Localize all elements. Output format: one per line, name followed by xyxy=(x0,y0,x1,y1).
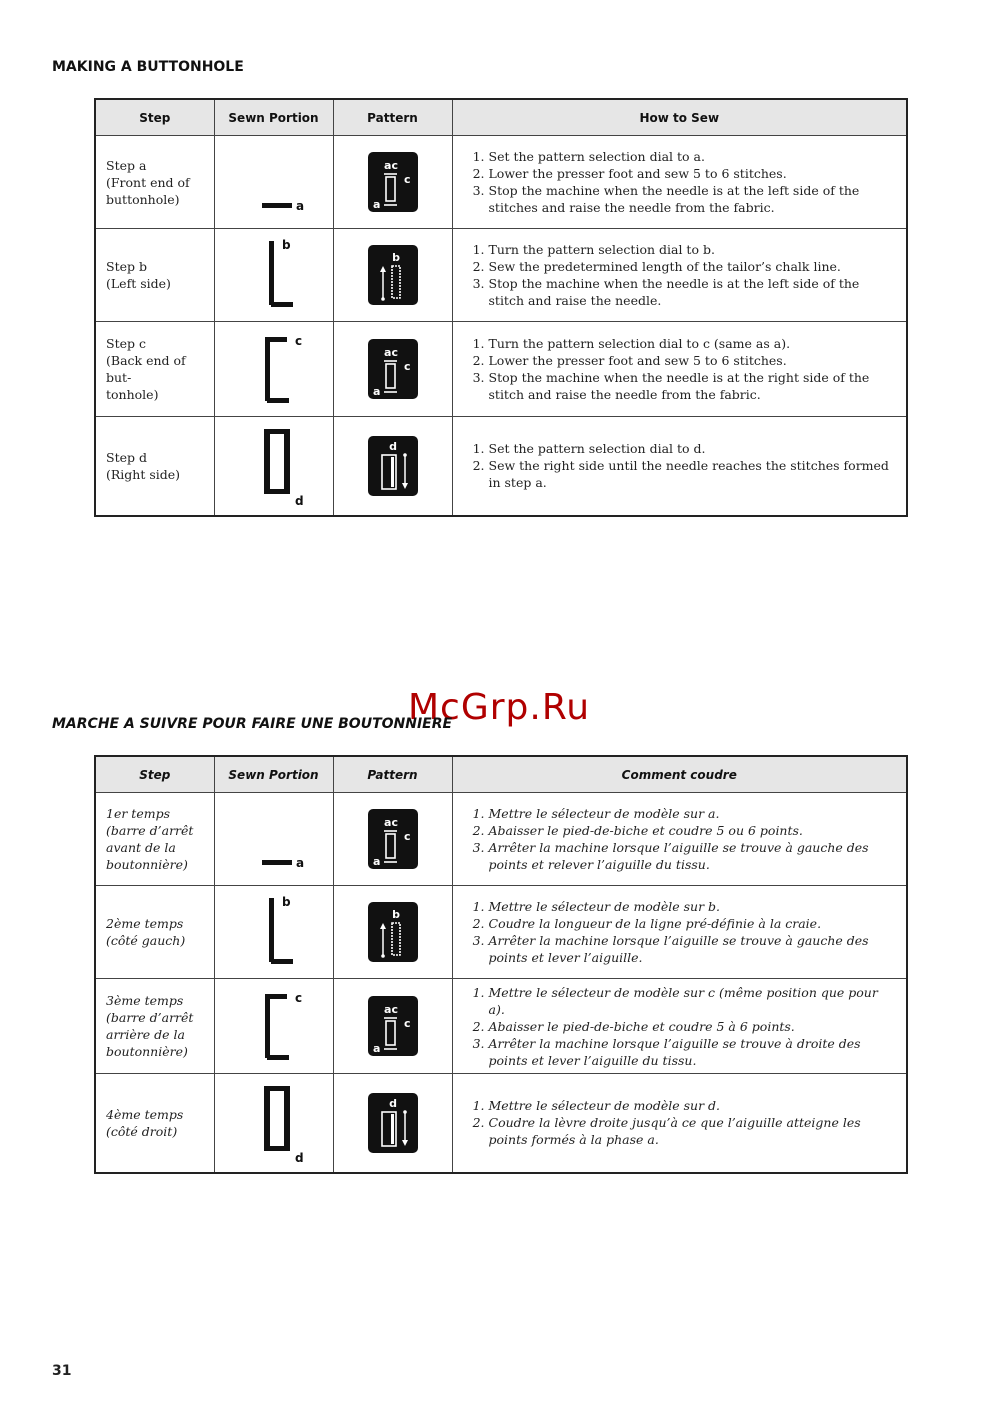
step-text: avant de la xyxy=(106,840,176,855)
list-item: 1. Mettre le sélecteur de modèle sur c (même position que pour a). xyxy=(489,984,897,1018)
pattern-label-top: d xyxy=(388,1096,397,1110)
pattern-cell xyxy=(333,886,452,979)
instructions-list xyxy=(463,898,897,966)
watermark: McGrp.Ru xyxy=(408,687,591,728)
pattern-label-bottom: a xyxy=(372,1042,380,1055)
step-cell xyxy=(95,1074,214,1173)
bartack-back-icon xyxy=(224,986,324,1066)
list-item: 1. Turn the pattern selection dial to b. xyxy=(489,241,897,258)
step-text: (Right side) xyxy=(106,466,181,482)
instructions-list xyxy=(463,241,897,309)
bartack-front-icon xyxy=(224,142,324,222)
step-text: Step b xyxy=(106,259,147,274)
step-cell xyxy=(95,886,214,979)
sewn-portion-cell xyxy=(214,886,333,979)
pattern-label-top: b xyxy=(391,908,400,921)
step-text: (côté gauch) xyxy=(106,933,186,948)
header-how-to-sew: How to Sew xyxy=(452,99,907,136)
header-step: Step xyxy=(95,99,214,136)
sewn-portion-cell xyxy=(214,979,333,1074)
list-item: 1. Mettre le sélecteur de modèle sur a. xyxy=(489,805,897,822)
step-cell xyxy=(95,229,214,322)
step-text: (Left side) xyxy=(106,276,171,291)
table-header-row xyxy=(95,99,907,136)
table-row xyxy=(95,886,907,979)
step-text: (Back end of but- xyxy=(106,353,186,385)
list-item: 1. Mettre le sélecteur de modèle sur d. xyxy=(489,1097,897,1114)
pattern-label-top: ac xyxy=(383,159,398,172)
step-cell xyxy=(95,136,214,229)
right-side-stitch-icon xyxy=(224,1080,324,1166)
instructions-list xyxy=(463,805,897,873)
step-text: Step c xyxy=(106,336,146,351)
step-text: boutonnière) xyxy=(106,857,188,872)
list-item: 3. Arrêter la machine lorsque l’aiguille se trouve à gauche des points et relever l’aiguille du tissu. xyxy=(489,839,897,873)
pattern-ac-icon xyxy=(367,151,419,213)
list-item: 2. Coudre la lèvre droite jusqu’à ce que l’aiguille atteigne les points formés à la phase a. xyxy=(489,1114,897,1148)
how-to-sew-cell xyxy=(452,417,907,516)
table-row xyxy=(95,417,907,516)
list-item: 1. Set the pattern selection dial to a. xyxy=(489,148,897,165)
instructions-list xyxy=(463,335,897,403)
pattern-label-side: c xyxy=(403,830,411,843)
pattern-cell xyxy=(333,979,452,1074)
step-cell xyxy=(95,322,214,417)
sewn-label: a xyxy=(295,199,304,213)
list-item: 2. Sew the right side until the needle reaches the stitches formed in step a. xyxy=(489,457,897,491)
sewn-portion-cell xyxy=(214,322,333,417)
bartack-front-icon xyxy=(224,799,324,879)
bartack-back-icon xyxy=(224,329,324,409)
instructions-list xyxy=(463,1097,897,1148)
step-text: arrière de la xyxy=(106,1027,185,1042)
list-item: 3. Arrêter la machine lorsque l’aiguille se trouve à gauche des points et lever l’aiguille. xyxy=(489,932,897,966)
how-to-sew-cell xyxy=(452,886,907,979)
pattern-label-top: ac xyxy=(383,1003,398,1016)
list-item: 1. Turn the pattern selection dial to c (same as a). xyxy=(489,335,897,352)
right-side-stitch-icon xyxy=(224,423,324,509)
how-to-sew-cell xyxy=(452,322,907,417)
pattern-b-icon xyxy=(367,901,419,963)
pattern-label-bottom: a xyxy=(372,385,380,398)
sewn-label: d xyxy=(294,1150,304,1165)
step-text: 1er temps xyxy=(106,806,170,821)
pattern-label-bottom: a xyxy=(372,198,380,211)
pattern-label-top: d xyxy=(388,439,397,453)
table-row xyxy=(95,1074,907,1173)
list-item: 2. Abaisser le pied-de-biche et coudre 5 à 6 points. xyxy=(489,1018,897,1035)
list-item: 3. Stop the machine when the needle is at the left side of the stitches and raise the needle from the fabric. xyxy=(489,182,897,216)
table-row xyxy=(95,229,907,322)
pattern-label-top: ac xyxy=(383,346,398,359)
pattern-label-bottom: a xyxy=(372,855,380,868)
table-row xyxy=(95,322,907,417)
pattern-ac-icon xyxy=(367,995,419,1057)
header-sewn-portion: Sewn Portion xyxy=(214,756,333,793)
list-item: 1. Set the pattern selection dial to d. xyxy=(489,440,897,457)
section-title-fr: MARCHE A SUIVRE POUR FAIRE UNE BOUTONNIERE xyxy=(52,716,453,732)
table-row xyxy=(95,979,907,1074)
how-to-sew-cell xyxy=(452,979,907,1074)
step-text: buttonhole) xyxy=(106,191,180,207)
buttonhole-table-fr xyxy=(94,755,908,1174)
pattern-label-top: b xyxy=(391,251,400,264)
pattern-cell xyxy=(333,793,452,886)
header-pattern: Pattern xyxy=(333,756,452,793)
list-item: 2. Lower the presser foot and sew 5 to 6 stitches. xyxy=(489,165,897,182)
sewn-label: c xyxy=(294,334,302,348)
step-text: (barre d’arrêt xyxy=(106,1010,194,1025)
sewn-label: b xyxy=(281,895,291,909)
list-item: 1. Mettre le sélecteur de modèle sur b. xyxy=(489,898,897,915)
sewn-portion-cell xyxy=(214,793,333,886)
pattern-cell xyxy=(333,229,452,322)
step-cell xyxy=(95,793,214,886)
pattern-cell xyxy=(333,322,452,417)
pattern-label-side: c xyxy=(403,173,411,186)
pattern-ac-icon xyxy=(367,338,419,400)
sewn-portion-cell xyxy=(214,417,333,516)
table-row xyxy=(95,136,907,229)
section-title-en: MAKING A BUTTONHOLE xyxy=(52,59,244,75)
list-item: 2. Coudre la longueur de la ligne pré-définie à la craie. xyxy=(489,915,897,932)
pattern-b-icon xyxy=(367,244,419,306)
sewn-label: d xyxy=(294,493,304,508)
pattern-cell xyxy=(333,1074,452,1173)
sewn-portion-cell xyxy=(214,136,333,229)
header-sewn-portion: Sewn Portion xyxy=(214,99,333,136)
table-header-row xyxy=(95,756,907,793)
step-text: boutonnière) xyxy=(106,1044,188,1059)
pattern-label-side: c xyxy=(403,1017,411,1030)
step-text: 4ème temps xyxy=(106,1106,184,1122)
step-text: 2ème temps xyxy=(106,916,184,931)
step-text: (côté droit) xyxy=(106,1123,178,1139)
list-item: 2. Sew the predetermined length of the tailor’s chalk line. xyxy=(489,258,897,275)
list-item: 3. Stop the machine when the needle is at the right side of the stitch and raise the needle from the fabric. xyxy=(489,369,897,403)
left-side-stitch-icon xyxy=(224,235,324,315)
list-item: 3. Arrêter la machine lorsque l’aiguille se trouve à droite des points et lever l’aiguille du tissu. xyxy=(489,1035,897,1069)
pattern-label-top: ac xyxy=(383,816,398,829)
pattern-d-icon xyxy=(367,1092,419,1154)
pattern-ac-icon xyxy=(367,808,419,870)
header-pattern: Pattern xyxy=(333,99,452,136)
how-to-sew-cell xyxy=(452,1074,907,1173)
instructions-list xyxy=(463,984,897,1069)
step-text: (Front end of xyxy=(106,174,190,190)
step-text: (barre d’arrêt xyxy=(106,823,194,838)
header-step: Step xyxy=(95,756,214,793)
left-side-stitch-icon xyxy=(224,892,324,972)
pattern-cell xyxy=(333,136,452,229)
pattern-label-side: c xyxy=(403,360,411,373)
step-cell xyxy=(95,417,214,516)
sewn-label: a xyxy=(295,856,304,870)
step-cell xyxy=(95,979,214,1074)
pattern-d-icon xyxy=(367,435,419,497)
step-text: 3ème temps xyxy=(106,993,184,1008)
step-text: Step a xyxy=(106,157,147,173)
step-text: Step d xyxy=(106,449,147,465)
page-number: 31 xyxy=(52,1363,72,1379)
list-item: 2. Lower the presser foot and sew 5 to 6 stitches. xyxy=(489,352,897,369)
pattern-cell xyxy=(333,417,452,516)
instructions-list xyxy=(463,440,897,491)
step-text: tonhole) xyxy=(106,387,159,402)
instructions-list xyxy=(463,148,897,216)
list-item: 2. Abaisser le pied-de-biche et coudre 5 ou 6 points. xyxy=(489,822,897,839)
sewn-label: b xyxy=(281,238,291,252)
how-to-sew-cell xyxy=(452,136,907,229)
buttonhole-table-en xyxy=(94,98,908,517)
sewn-portion-cell xyxy=(214,229,333,322)
how-to-sew-cell xyxy=(452,793,907,886)
table-row xyxy=(95,793,907,886)
how-to-sew-cell xyxy=(452,229,907,322)
sewn-portion-cell xyxy=(214,1074,333,1173)
list-item: 3. Stop the machine when the needle is at the left side of the stitch and raise the needle. xyxy=(489,275,897,309)
header-comment-coudre: Comment coudre xyxy=(452,756,907,793)
sewn-label: c xyxy=(294,991,302,1005)
